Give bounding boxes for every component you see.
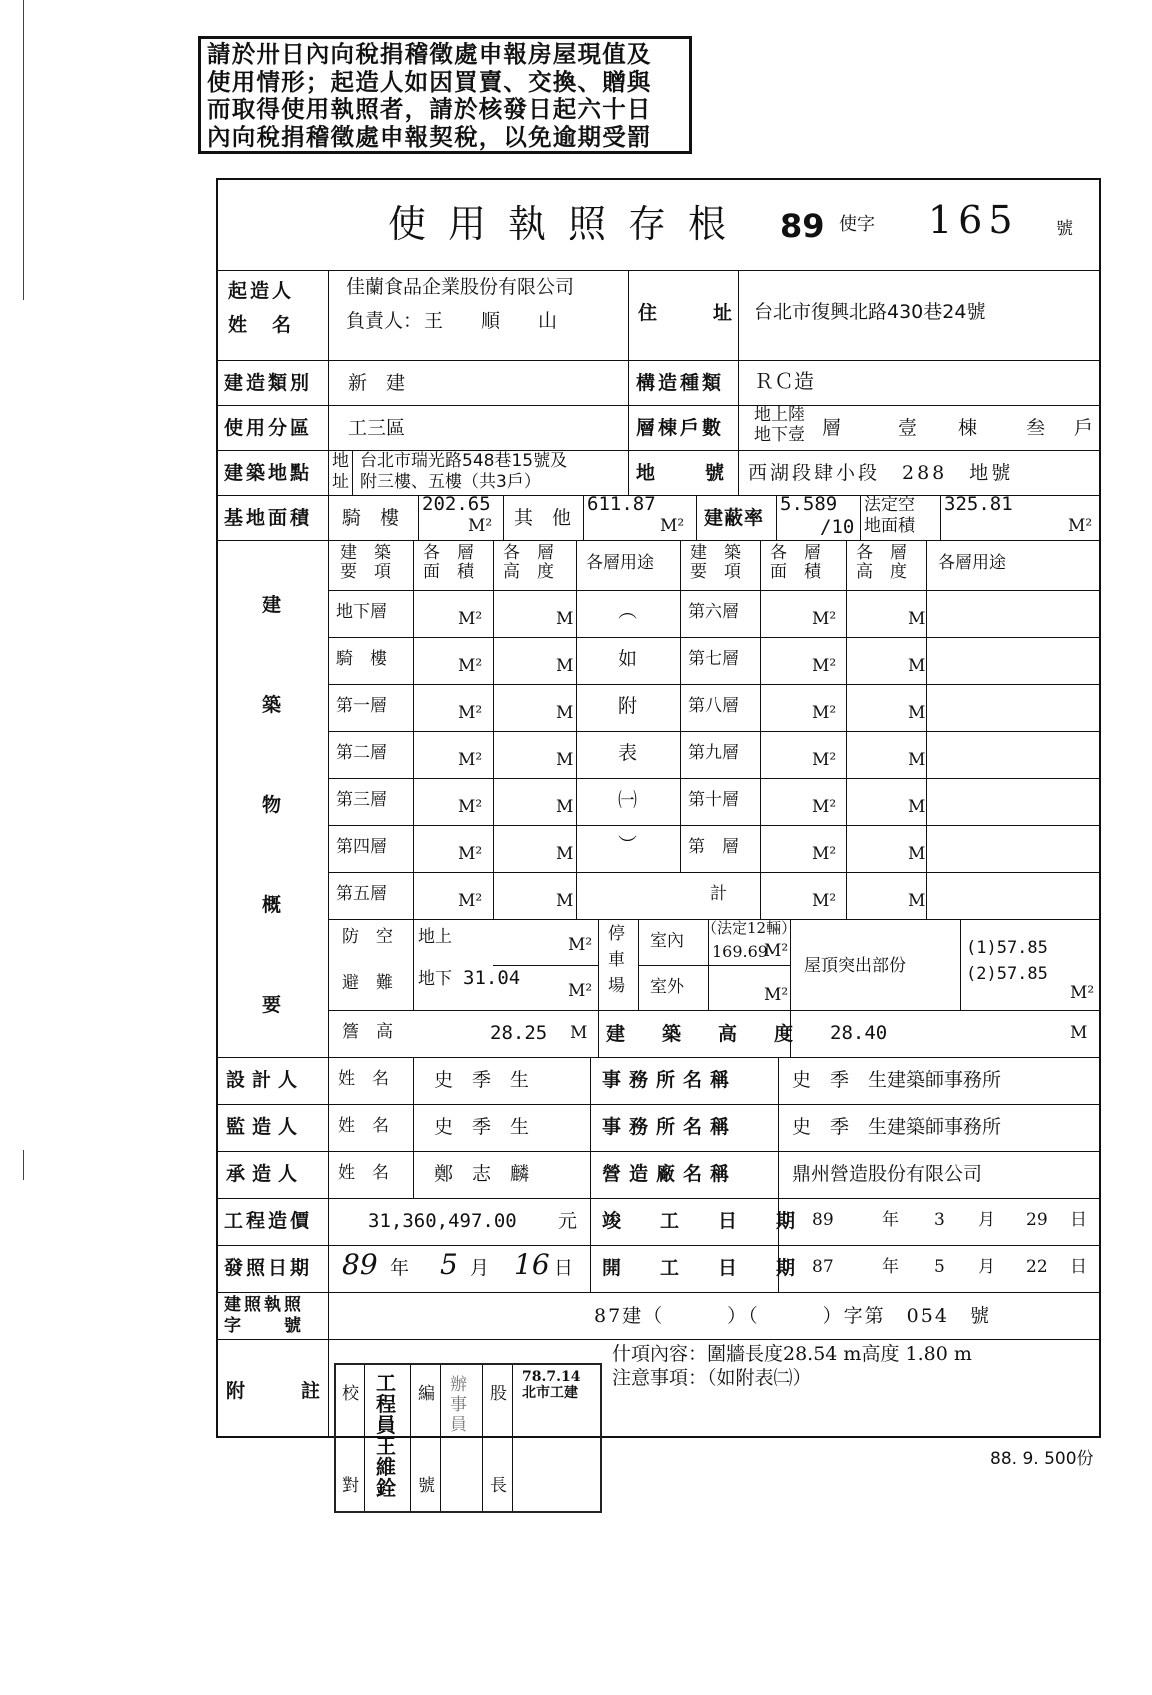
unit-m2: M² [1068, 516, 1093, 536]
roof-area: (1)57.85 [966, 938, 1048, 958]
unit-m: M [556, 891, 574, 911]
permit-reference: 87建（ ）（ ）字第 054 號 [594, 1305, 991, 1327]
issue-month: 5 [440, 1248, 458, 1281]
unit-m: M [908, 750, 926, 770]
lot-number: 西湖段肆小段 288 地號 [748, 462, 1014, 484]
print-run-note: 88. 9. 500份 [990, 1449, 1094, 1469]
permit-number: 165 [928, 198, 1019, 242]
name-label: 姓 名 [338, 1116, 389, 1136]
unit-m2: M² [458, 656, 483, 676]
header-area: 各 層 面 積 [770, 543, 821, 582]
unit-m: M [556, 703, 574, 723]
cost-label: 工程造價 [224, 1210, 313, 1232]
unit-m2: M² [812, 844, 837, 864]
rule [328, 637, 1099, 638]
open-space-label: 法定空 [864, 495, 915, 515]
unit-m: M [556, 797, 574, 817]
designer-name: 史 季 生 [434, 1069, 530, 1091]
build-type: 新 建 [348, 372, 406, 394]
rule [328, 778, 1099, 779]
rule [598, 919, 599, 1057]
month-unit: 月 [470, 1257, 490, 1279]
contractor-name: 鄭 志 麟 [434, 1163, 530, 1185]
open-space-label: 地面積 [864, 516, 915, 536]
permit-type: 使字 [839, 214, 875, 235]
coverage-denominator: /10 [820, 516, 855, 538]
unit-m2: M² [458, 891, 483, 911]
floor-name: 第一層 [336, 696, 387, 716]
open-space-area: 325.81 [944, 493, 1013, 515]
floor-name: 第二層 [336, 743, 387, 763]
unit-m2: M² [458, 797, 483, 817]
other-label: 其 他 [514, 507, 572, 529]
applicant-address: 台北市復興北路430巷24號 [754, 301, 986, 323]
rule [576, 540, 577, 919]
remarks-label: 附 註 [226, 1380, 327, 1402]
shelter-label: 避 難 [342, 973, 393, 993]
parking-indoor-note: （法定12輛） [702, 919, 797, 937]
rule [218, 360, 1099, 361]
unit-m2: M² [812, 656, 837, 676]
parking-label: 停 [608, 924, 625, 944]
rule [352, 450, 353, 495]
approval-stamp [334, 1363, 602, 1513]
unit-m2: M² [568, 981, 593, 1001]
supervisor-office: 史 季 生建築師事務所 [792, 1116, 1002, 1138]
usage-text: 如 [618, 648, 638, 670]
issue-year: 89 [342, 1248, 378, 1281]
floor-name: 第六層 [688, 602, 739, 622]
start-date-label: 開 工 日 期 [602, 1257, 806, 1279]
parking-indoor-area: 169.69 [712, 942, 768, 961]
rule [328, 684, 1099, 685]
contractor-company: 鼎州營造股份有限公司 [792, 1163, 983, 1185]
stamp-text: 號 [418, 1476, 435, 1496]
households-count: 叁 [1026, 417, 1046, 439]
floors-unit: 層 [822, 417, 842, 439]
month-unit: 月 [978, 1257, 995, 1277]
rule [860, 495, 861, 540]
rule [960, 919, 961, 1010]
zone-label: 使用分區 [224, 417, 313, 439]
stamp-text: 編 [418, 1384, 435, 1404]
parking-outdoor-label: 室外 [650, 977, 684, 997]
applicant-company: 佳蘭食品企業股份有限公司 [346, 276, 575, 298]
designer-label: 設計人 [226, 1069, 305, 1091]
tax-notice [198, 36, 692, 154]
completion-month: 3 [934, 1210, 945, 1230]
construction-cost: 31,360,497.00 [368, 1210, 517, 1232]
rule [218, 1057, 1099, 1058]
rule [590, 1057, 591, 1292]
floor-name: 第九層 [688, 743, 739, 763]
rule [328, 270, 329, 1436]
notice-line: 而取得使用執照者，請於核發日起六十日 [207, 95, 652, 123]
building-summary-label: 物 [262, 794, 285, 816]
header-height: 各 層 高 度 [503, 543, 554, 582]
usage-text: 附 [618, 695, 638, 717]
site-addr-label: 地 [332, 451, 349, 471]
margin-line [23, 1150, 24, 1180]
buildings-unit: 棟 [958, 417, 978, 439]
rule [218, 1104, 1099, 1105]
arcade-label: 騎 樓 [342, 507, 400, 529]
unit-m: M [556, 609, 574, 629]
floor-name: 騎 樓 [336, 649, 387, 669]
rule [218, 270, 1099, 271]
shelter-below-area: 31.04 [463, 967, 521, 989]
rule [940, 495, 941, 540]
floors-below: 地下壹 [754, 425, 805, 445]
building-summary-label: 概 [262, 894, 285, 916]
form-title: 使用執照存根 [388, 202, 749, 246]
rule [364, 1365, 365, 1511]
floor-name: 第七層 [688, 649, 739, 669]
unit-m2: M² [660, 516, 685, 536]
building-summary-label: 建 [262, 594, 285, 616]
floor-name: 第三層 [336, 790, 387, 810]
contractor-label: 承造人 [226, 1163, 305, 1185]
office-label: 事務所名稱 [602, 1116, 738, 1138]
rule [328, 590, 1099, 591]
margin-line [23, 0, 24, 300]
roof-area: (2)57.85 [966, 964, 1048, 984]
floor-name: 第八層 [688, 696, 739, 716]
unit-m2: M² [458, 750, 483, 770]
rule [218, 1339, 1099, 1340]
unit-m: M [556, 750, 574, 770]
name-label: 姓 名 [338, 1069, 389, 1089]
shelter-above-label: 地上 [418, 927, 452, 947]
building-summary-label: 要 [262, 994, 285, 1016]
rule [413, 1057, 414, 1198]
rule [218, 450, 1099, 451]
parking-label: 車 [608, 950, 625, 970]
unit-m2: M² [764, 941, 789, 961]
rule [418, 495, 419, 540]
unit-m2: M² [812, 797, 837, 817]
rule [696, 495, 697, 540]
day-unit: 日 [1070, 1210, 1087, 1230]
notice-line: 內向稅捐稽徵處申報契稅，以免逾期受罰 [207, 122, 652, 151]
unit-m2: M² [568, 935, 593, 955]
designer-office: 史 季 生建築師事務所 [792, 1069, 1002, 1091]
unit-m: M [908, 797, 926, 817]
rule [218, 1292, 1099, 1293]
floors-label: 層棟戶數 [636, 417, 725, 439]
unit-m2: M² [458, 703, 483, 723]
unit-m: M [908, 609, 926, 629]
rule [413, 919, 414, 1010]
shelter-label: 防 空 [342, 927, 393, 947]
total-label: 計 [710, 884, 727, 904]
permit-ref-label: 字 號 [224, 1316, 304, 1336]
year-unit: 年 [882, 1210, 899, 1230]
unit-m: M [556, 844, 574, 864]
rule [413, 540, 414, 919]
floor-name: 第十層 [688, 790, 739, 810]
buildings-count: 壹 [898, 417, 918, 439]
unit-m2: M² [468, 516, 493, 536]
day-unit: 日 [554, 1257, 574, 1279]
number-suffix: 號 [1056, 219, 1073, 239]
rule [512, 1365, 513, 1511]
structure-type: ＲＣ造 [754, 369, 814, 393]
usage-text: 表 [618, 742, 638, 764]
arcade-area: 202.65 [422, 493, 491, 515]
stamp-text: 校 [342, 1384, 359, 1404]
rule [738, 270, 739, 360]
unit-m2: M² [458, 609, 483, 629]
remarks-line: 注意事項：（如附表㈡） [612, 1367, 812, 1389]
permit-year: 89 [780, 207, 825, 245]
rule [482, 1365, 483, 1511]
rule [638, 965, 790, 966]
permit-form [216, 178, 1101, 1438]
month-unit: 月 [978, 1210, 995, 1230]
stamp-text: 對 [342, 1476, 359, 1496]
base-area-label: 基地面積 [224, 507, 313, 529]
rule [328, 825, 1099, 826]
start-month: 5 [934, 1257, 945, 1277]
start-year: 87 [812, 1257, 834, 1277]
unit-m: M [908, 703, 926, 723]
floor-name: 第四層 [336, 837, 387, 857]
office-label: 事務所名稱 [602, 1069, 738, 1091]
issue-day: 16 [514, 1248, 550, 1281]
rule [328, 872, 1099, 873]
site-address: 台北市瑞光路548巷15號及 [360, 451, 568, 471]
permit-ref-label: 建照執照 [224, 1295, 304, 1315]
completion-day: 29 [1026, 1210, 1048, 1230]
build-type-label: 建造類別 [224, 372, 313, 394]
parking-indoor-label: 室內 [650, 931, 684, 951]
notice-line: 請於卅日內向稅捐稽徵處申報房屋現值及 [207, 40, 652, 68]
rule [218, 540, 1099, 541]
day-unit: 日 [1070, 1257, 1087, 1277]
header-usage: 各層用途 [938, 553, 1006, 573]
site-label: 建築地點 [224, 462, 313, 484]
rule [328, 731, 1099, 732]
rule [218, 1245, 1099, 1246]
rule [628, 360, 629, 495]
coverage-label: 建蔽率 [704, 507, 765, 529]
representative-name: 王 順 山 [424, 310, 558, 332]
unit-m: M [556, 656, 574, 676]
usage-text: ㈠ [618, 789, 638, 811]
unit-m2: M² [812, 750, 837, 770]
unit-m2: M² [458, 844, 483, 864]
floor-name: 地下層 [336, 602, 387, 622]
unit-m2: M² [812, 891, 837, 911]
unit-m2: M² [764, 985, 789, 1005]
remarks-line: 什項內容：圍牆長度28.54 m高度 1.80 m [612, 1343, 972, 1365]
staff-seal: 工程員王維銓 [376, 1371, 396, 1500]
building-height-label: 建 築 高 度 [606, 1023, 803, 1045]
rule [410, 1365, 411, 1511]
date-seal: 78.7.14 北市工建 [522, 1369, 581, 1401]
supervisor-name: 史 季 生 [434, 1116, 530, 1138]
rule [493, 965, 598, 966]
rule [218, 405, 1099, 406]
supervisor-label: 監造人 [226, 1116, 305, 1138]
applicant-label: 起造人 [228, 280, 295, 302]
shelter-below-label: 地下 [418, 969, 452, 989]
unit-m: M [1070, 1023, 1088, 1043]
lot-label: 地 號 [636, 462, 729, 484]
rule [680, 540, 681, 872]
header-item: 建 築 要 項 [340, 543, 391, 582]
eave-height-label: 簷 高 [342, 1022, 393, 1042]
other-area: 611.87 [587, 493, 656, 515]
applicant-label: 姓 名 [228, 314, 295, 336]
completion-label: 竣 工 日 期 [602, 1210, 806, 1232]
unit-m2: M² [812, 703, 837, 723]
rule [846, 540, 847, 919]
rule [776, 495, 777, 540]
zone: 工三區 [348, 417, 406, 439]
stamp-text: 長 [490, 1476, 507, 1496]
unit-m2: M² [812, 609, 837, 629]
roof-label: 屋頂突出部份 [804, 956, 906, 976]
rule [218, 1151, 1099, 1152]
unit-m: M [908, 656, 926, 676]
rule [628, 270, 629, 360]
issue-date-label: 發照日期 [224, 1257, 313, 1279]
unit-m2: M² [1070, 983, 1095, 1003]
rule [503, 495, 504, 540]
rule [738, 360, 739, 495]
rule [440, 1365, 441, 1511]
households-unit: 戶 [1074, 417, 1094, 439]
rule [583, 495, 584, 540]
unit-m: M [570, 1023, 588, 1043]
floor-name: 第五層 [336, 884, 387, 904]
site-addr-label: 址 [332, 472, 349, 492]
header-usage: 各層用途 [586, 553, 654, 573]
unit-m: M [908, 891, 926, 911]
completion-year: 89 [812, 1210, 834, 1230]
header-item: 建 築 要 項 [690, 543, 741, 582]
coverage-ratio: 5.589 [780, 493, 838, 515]
notice-line: 使用情形；起造人如因買賣、交換、贈與 [207, 67, 652, 96]
representative-label: 負責人： [346, 310, 423, 332]
unit-m: M [908, 844, 926, 864]
currency-unit: 元 [558, 1210, 578, 1232]
handler-seal: 辦事員 [450, 1375, 467, 1435]
site-address: 附三樓、五樓（共3戶） [360, 472, 541, 492]
parking-label: 場 [608, 976, 625, 996]
eave-height: 28.25 [490, 1022, 548, 1044]
rule [218, 1198, 1099, 1199]
structure-label: 構造種類 [636, 372, 725, 394]
floor-name: 第 層 [688, 837, 739, 857]
rule [328, 1010, 1099, 1011]
header-height: 各 層 高 度 [856, 543, 907, 582]
building-height: 28.40 [830, 1022, 888, 1044]
rule [926, 540, 927, 919]
header-area: 各 層 面 積 [423, 543, 474, 582]
rule [760, 540, 761, 919]
year-unit: 年 [882, 1257, 899, 1277]
building-summary-label: 築 [262, 694, 285, 716]
name-label: 姓 名 [338, 1163, 389, 1183]
stamp-text: 股 [490, 1384, 507, 1404]
company-label: 營造廠名稱 [602, 1163, 738, 1185]
rule [493, 540, 494, 919]
address-label: 住 址 [638, 302, 739, 324]
usage-text: ︵ [618, 600, 638, 622]
start-day: 22 [1026, 1257, 1048, 1277]
floors-above: 地上陸 [754, 405, 805, 425]
usage-text: ︶ [618, 834, 638, 856]
year-unit: 年 [390, 1257, 410, 1279]
